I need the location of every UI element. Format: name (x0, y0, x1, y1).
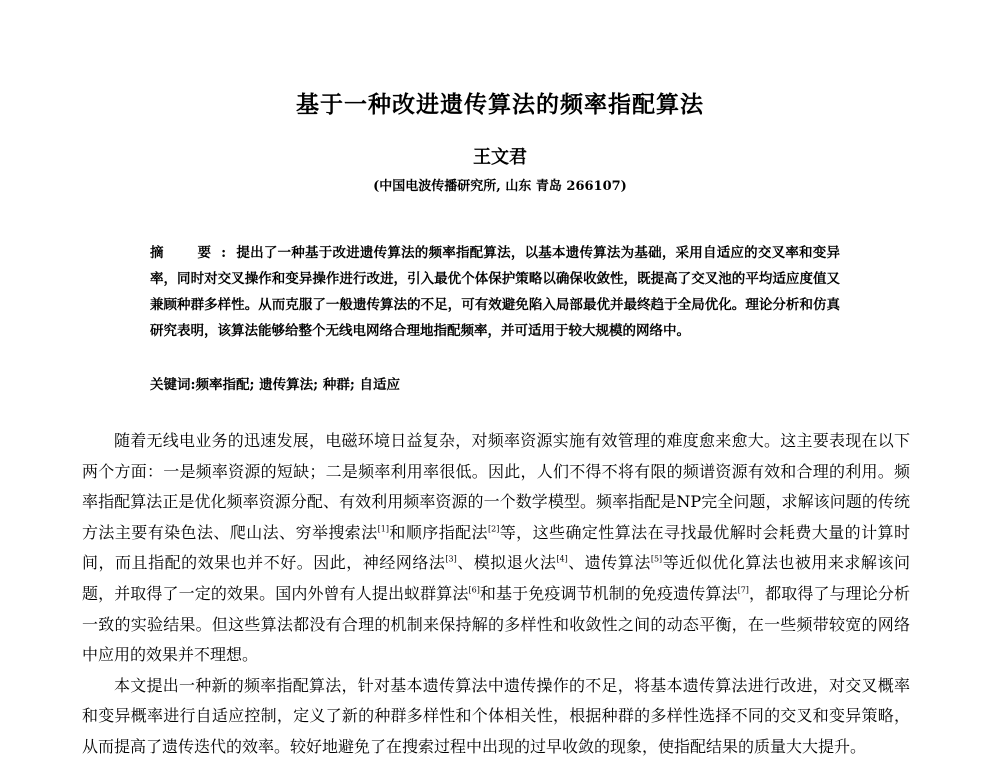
body-text-run: 和基于免疫调节机制的免疫遗传算法 (479, 583, 738, 603)
citation-ref-5[interactable]: [5] (650, 555, 663, 565)
citation-ref-6[interactable]: [6] (468, 585, 480, 595)
body-paragraph-2: 本文提出一种新的频率指配算法，针对基本遗传算法中遗传操作的不足，将基本遗传算法进行改进，对交叉概率和变异概率进行自适应控制，定义了新的种群多样性和个体相关性，根据种群的多样性选择不同的交叉和变异策略，从而提高了遗传迭代的效率。较好地避免了在搜索过程中出现的过早收敛的现象，使指配结果的质量大大提升。 (82, 675, 910, 756)
body-text-run: 等，这些确定性算法在寻找最优解时会耗费大量的计算时间，而且指配的效果也并不好。因此，神经网络法 (82, 522, 910, 573)
body-text-run: 、模拟退火法 (456, 553, 557, 573)
citation-ref-3[interactable]: [3] (445, 555, 457, 565)
body-text-run: 和顺序指配法 (389, 522, 488, 542)
abstract-label: 摘 要: (150, 245, 237, 261)
abstract-text: 提出了一种基于改进遗传算法的频率指配算法，以基本遗传算法为基础，采用自适应的交叉率和变异率，同时对交叉操作和变异操作进行改进，引入最优个体保护策略以确保收敛性，既提高了交叉池的平均适应度值又兼顾种群多样性。从而克服了一般遗传算法的不足，可有效避免陷入局部最优并最终趋于全局优化。理论分析和仿真研究表明，该算法能够给整个无线电网络合理地指配频率，并可适用于较大规模的网络中。 (150, 245, 840, 339)
paper-title: 基于一种改进遗传算法的频率指配算法 (296, 92, 704, 118)
body-text-run: 、遗传算法 (567, 553, 651, 573)
citation-ref-7[interactable]: [7] (737, 585, 749, 595)
keywords-label: 关键词: (150, 377, 196, 393)
citation-ref-4[interactable]: [4] (556, 555, 568, 565)
body-paragraph-1 (82, 426, 910, 671)
author-affiliation: (中国电波传播研究所, 山东 青岛 266107) (373, 179, 627, 194)
abstract-block (150, 240, 840, 344)
citation-ref-2[interactable]: [2] (487, 524, 500, 534)
keywords-block (150, 372, 840, 398)
body-text-run: 随着无线电业务的迅速发展，电磁环境日益复杂，对频率资源实施有效管理的难度愈来愈大。这主要表现在以下两个方面：一是频率资源的短缺；二是频率利用率很低。因此，人们不得不将有限的频谱资源有效和合理的利用。频率指配算法正是优化频率资源分配、有效利用频率资源的一个数学模型。频率指配是NP完全问题，求解该问题的传统方法主要有染色法、爬山法、穷举搜索法 (82, 431, 910, 542)
body-text-run: 等近似优化算法也被用来求解该问题，并取得了一定的效果。国内外曾有人提出蚁群算法 (82, 553, 910, 603)
paper-author: 王文君 (473, 147, 527, 168)
citation-ref-1[interactable]: [1] (377, 524, 389, 534)
body-text-run: ，都取得了与理论分析一致的实验结果。但这些算法都没有合理的机制来保持解的多样性和收敛性之间的动态平衡，在一些频带较宽的网络中应用的效果并不理想。 (82, 583, 910, 665)
body-text (82, 426, 910, 763)
keywords-text: 频率指配; 遗传算法; 种群; 自适应 (195, 377, 401, 393)
